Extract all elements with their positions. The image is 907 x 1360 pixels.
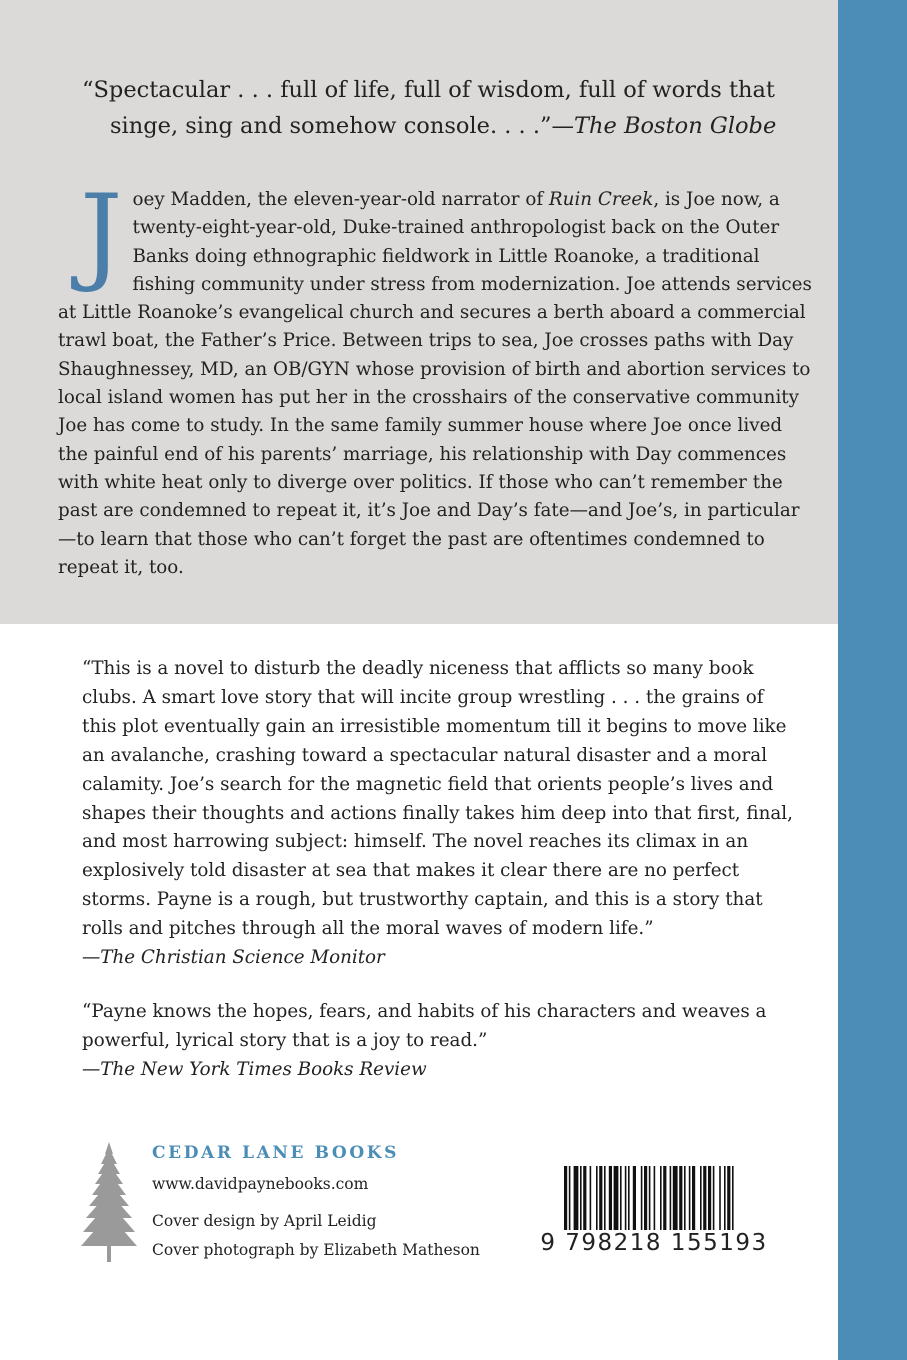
description-text-a: oey Madden, the eleven-year-old narrator of bbox=[132, 189, 549, 210]
barcode-number: 9 798218 155193 bbox=[534, 1230, 774, 1256]
lead-quote-line1: “Spectacular . . . full of life, full of wisdom, full of words that bbox=[82, 77, 775, 103]
drop-cap: J bbox=[80, 172, 123, 295]
lead-quote-line2: singe, sing and somehow console. . . .”— bbox=[110, 113, 575, 139]
cover-design-credit: Cover design by April Leidig bbox=[152, 1212, 377, 1230]
book-description bbox=[58, 172, 816, 582]
review-text: “Payne knows the hopes, fears, and habits of his characters and weaves a powerful, lyrical story that is a joy to read.” bbox=[82, 1001, 767, 1051]
description-text-b: , is Joe now, a twenty-eight-year-old, Duke-trained anthropologist back on the Outer Banks doing ethnographic fieldwork in Little Roanoke, a traditional fishing community under stress from modernization. Joe attends services at Little Roanoke’s evangelical church and secures a berth aboard a commercial trawl boat, the Father’s Price. Between trips to sea, Joe crosses paths with Day Shaughnessey, MD, an OB/GYN whose provision of birth and abortion services to local island women has put her in the crosshairs of the conservative community Joe has come to study. In the same family summer house where Joe once lived the painful end of his parents’ marriage, his relationship with Day commences with white heat only to diverge over politics. If those who can’t remember the past are condemned to repeat it, it’s Joe and Day’s fate—and Joe’s, in particular—to learn that those who can’t forget the past are oftentimes condemned to repeat it, too. bbox=[58, 189, 812, 578]
review-text: “This is a novel to disturb the deadly niceness that afflicts so many book clubs. A smart love story that will incite group wrestling . . . the grains of this plot eventually gain an irresistible momentum till it begins to move like an avalanche, crashing toward a spectacular natural disaster and a moral calamity. Joe’s search for the magnetic field that orients people’s lives and shapes their thoughts and actions finally takes him deep into that first, final, and most harrowing subject: himself. The novel reaches its climax in an explosively told disaster at sea that makes it clear there are no perfect storms. Payne is a rough, but trustworthy captain, and this is a story that rolls and pitches through all the moral waves of modern life.” bbox=[82, 658, 793, 940]
spine-strip bbox=[838, 0, 907, 1360]
lead-quote-source: The Boston Globe bbox=[574, 113, 777, 139]
cedar-tree-logo-icon bbox=[80, 1140, 138, 1262]
review-quote-monitor bbox=[82, 655, 802, 973]
review-source: —The New York Times Books Review bbox=[82, 1058, 427, 1080]
publisher-website[interactable]: www.davidpaynebooks.com bbox=[152, 1175, 369, 1193]
publisher-name: CEDAR LANE BOOKS bbox=[152, 1143, 399, 1163]
cover-photo-credit: Cover photograph by Elizabeth Matheson bbox=[152, 1241, 480, 1259]
review-source: —The Christian Science Monitor bbox=[82, 947, 385, 969]
review-quote-nyt bbox=[82, 998, 802, 1085]
book-title-ref: Ruin Creek bbox=[548, 189, 654, 210]
lead-quote bbox=[82, 72, 822, 144]
